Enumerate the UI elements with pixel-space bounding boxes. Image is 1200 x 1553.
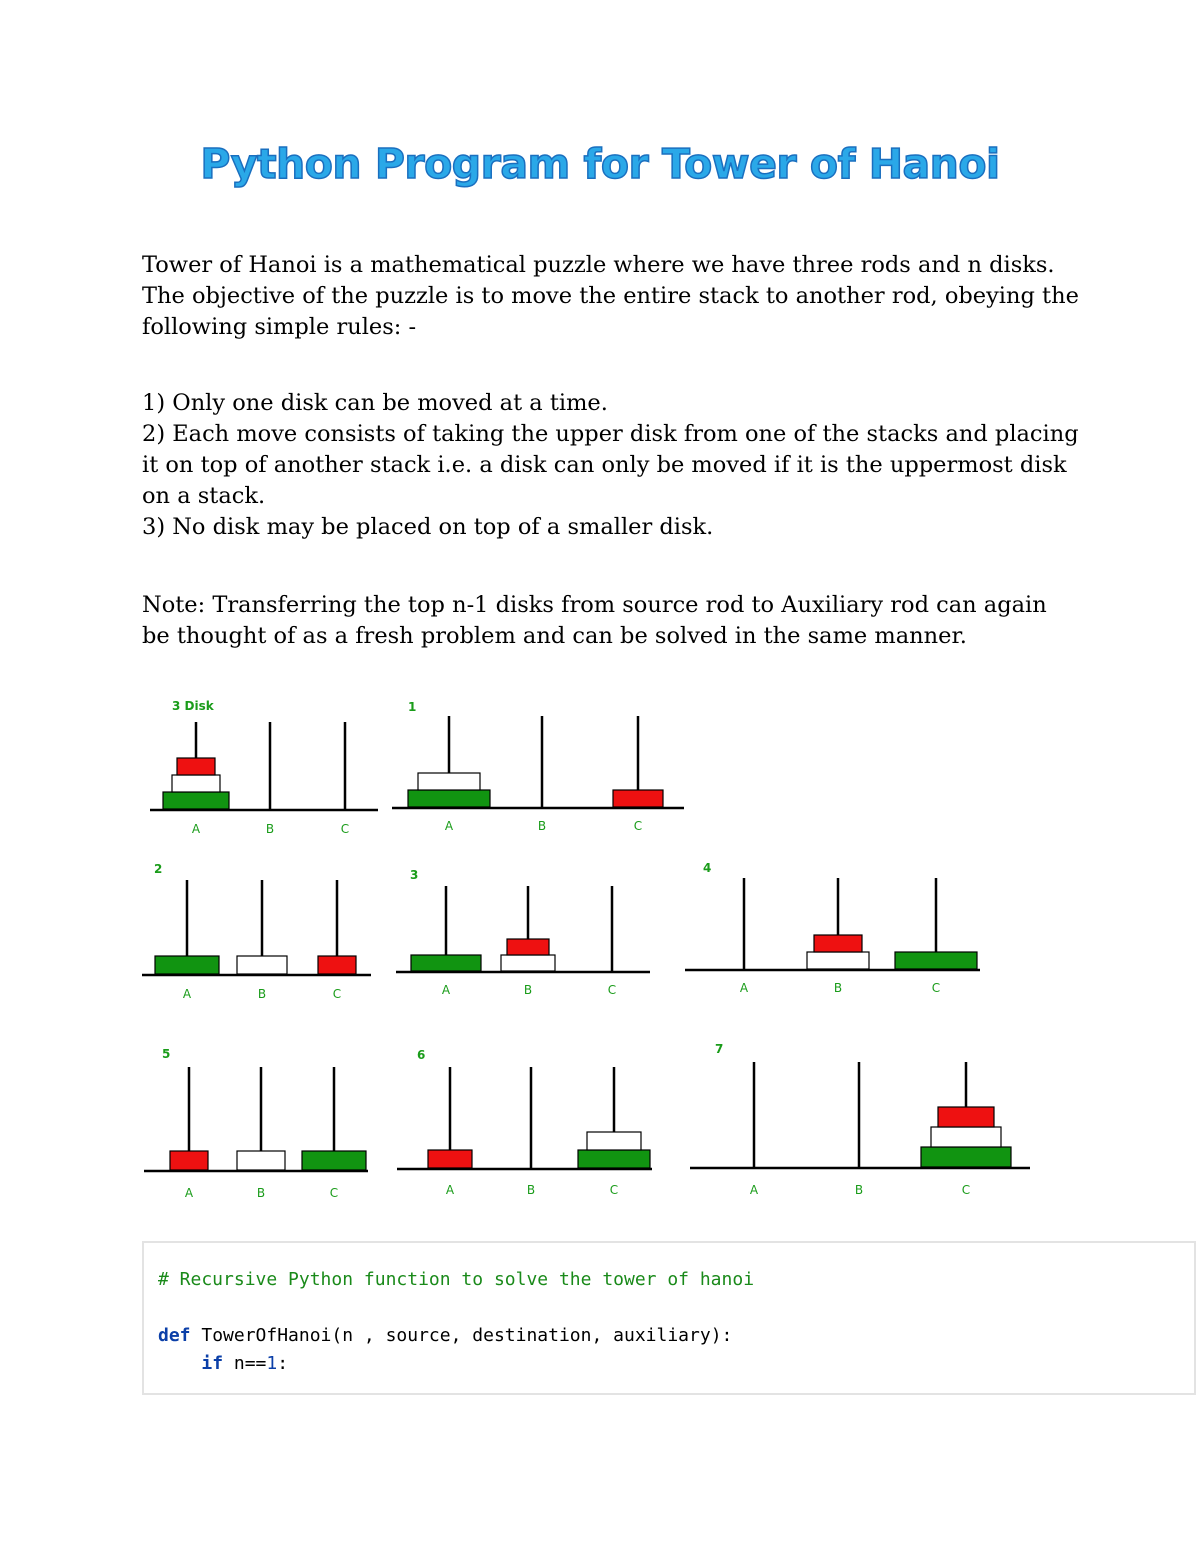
rule-line: 1) Only one disk can be moved at a time. (142, 390, 608, 416)
rod-label-b: B (523, 983, 533, 997)
rod-label-a: A (182, 987, 192, 1001)
disk-medium (807, 952, 869, 969)
disk-large (895, 952, 977, 969)
code-line-if (158, 1353, 288, 1374)
disk-large (578, 1150, 650, 1168)
code-comment: # Recursive Python function to solve the tower of hanoi (158, 1269, 755, 1290)
panel-label: 1 (408, 700, 417, 714)
panel-label: 2 (154, 862, 163, 876)
rod-label-c: C (931, 981, 941, 995)
function-signature: TowerOfHanoi(n , source, destination, auxiliary): (190, 1325, 733, 1346)
panel-label: 3 (410, 868, 419, 882)
note-paragraph (142, 590, 1082, 652)
disk-small (428, 1150, 472, 1168)
rod-label-a: A (184, 1186, 194, 1200)
def-keyword: def (158, 1325, 191, 1346)
if-colon: : (277, 1353, 289, 1374)
intro-paragraph (142, 250, 1082, 343)
disk-medium (931, 1127, 1001, 1147)
rod-label-c: C (961, 1183, 971, 1197)
intro-line: Tower of Hanoi is a mathematical puzzle where we have three rods and n disks. (142, 252, 1055, 278)
disk-medium (501, 955, 555, 971)
rod-label-b: B (537, 819, 547, 833)
intro-line: The objective of the puzzle is to move the entire stack to another rod, obeying the (142, 283, 1079, 309)
rule-line: on a stack. (142, 483, 266, 509)
rod-label-b: B (526, 1183, 536, 1197)
rod-label-a: A (444, 819, 454, 833)
panel-label: 6 (417, 1048, 426, 1062)
disk-small (938, 1107, 994, 1127)
disk-large (163, 792, 229, 809)
code-line-def (158, 1325, 732, 1346)
rule-line: it on top of another stack i.e. a disk can only be moved if it is the uppermost disk (142, 452, 1067, 478)
rod-label-c: C (609, 1183, 619, 1197)
code-indent (158, 1353, 201, 1374)
rod-label-c: C (633, 819, 643, 833)
rod-label-c: C (340, 822, 350, 836)
rod-label-a: A (445, 1183, 455, 1197)
rule-line: 2) Each move consists of taking the upper disk from one of the stacks and placing (142, 421, 1079, 447)
rod-label-c: C (329, 1186, 339, 1200)
intro-line: following simple rules: - (142, 314, 417, 340)
rules-list (142, 388, 1082, 543)
disk-medium (587, 1132, 641, 1150)
disk-small (177, 758, 215, 775)
disk-small (507, 939, 549, 955)
hanoi-steps-diagram (0, 680, 1200, 1220)
rod-label-a: A (749, 1183, 759, 1197)
rule-line: 3) No disk may be placed on top of a smaller disk. (142, 514, 714, 540)
note-line: be thought of as a fresh problem and can be solved in the same manner. (142, 623, 967, 649)
if-condition: n== (223, 1353, 267, 1374)
disk-small (170, 1151, 208, 1170)
panel-label: 3 Disk (172, 699, 214, 713)
rod-label-b: B (256, 1186, 266, 1200)
rod-label-b: B (854, 1183, 864, 1197)
disk-large (921, 1147, 1011, 1167)
panel-label: 7 (715, 1042, 724, 1056)
rod-label-b: B (833, 981, 843, 995)
if-keyword: if (201, 1353, 224, 1374)
rod-label-b: B (265, 822, 275, 836)
panel-label: 5 (162, 1047, 171, 1061)
code-block (142, 1241, 1196, 1395)
disk-small (814, 935, 862, 952)
rod-label-c: C (332, 987, 342, 1001)
panel-label: 4 (703, 861, 712, 875)
disk-large (411, 955, 481, 971)
note-line: Note: Transferring the top n-1 disks from source rod to Auxiliary rod can again (142, 592, 1047, 618)
rod-label-c: C (607, 983, 617, 997)
if-number: 1 (266, 1353, 278, 1374)
disk-medium (237, 1151, 285, 1170)
disk-medium (237, 956, 287, 974)
disk-small (318, 956, 356, 974)
disk-medium (172, 775, 220, 792)
disk-large (155, 956, 219, 974)
rod-label-b: B (257, 987, 267, 1001)
disk-medium (418, 773, 480, 790)
disk-small (613, 790, 663, 807)
rod-label-a: A (739, 981, 749, 995)
rod-label-a: A (191, 822, 201, 836)
page-title: Python Program for Tower of Hanoi (200, 140, 1000, 188)
rod-label-a: A (441, 983, 451, 997)
disk-large (302, 1151, 366, 1170)
disk-large (408, 790, 490, 807)
